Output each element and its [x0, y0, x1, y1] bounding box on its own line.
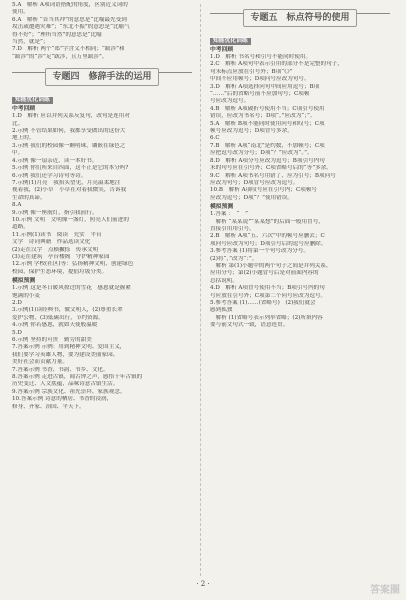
answer-line: 4.B 解析 A项破折号使用不当；C项引号使用: [210, 105, 325, 112]
answer-line: 8.答案示例 走进古镇，闻古钟之声，感悟千年古镇的: [12, 374, 143, 381]
answer-line: (2)将“，”改为“：”。: [210, 255, 258, 262]
answer-line: 3.示例 我们的校园像一颗明珠，镶嵌在绿色之: [12, 142, 126, 149]
answer-line: 生命的真谛。: [12, 194, 46, 201]
answer-line: 2.C 解析 A项句中表示引用的部分不是完整的句子，: [210, 61, 343, 68]
answer-line: 末的句号应在引号外；C项省略号后的“等”多余。: [210, 165, 332, 172]
left-predict-answers: [12, 285, 192, 411]
answer-line: 项问号应改为句号；D项引号后的逗号应删除。: [210, 240, 327, 247]
answer-line: 6.示例 坚持的可贵 勤劳的甜美: [12, 337, 92, 344]
answer-line: 5.D: [12, 329, 22, 336]
answer-line: 5.A 解析 B项不能同时使用问号和叹号；C项: [210, 120, 325, 127]
answer-line: 5.示例 你们所来自四面，这不正是它的本分吗?: [12, 165, 129, 172]
answer-line: 攻击或遭遇灾难”；“东北不振”的意思是“比喻气: [12, 24, 130, 31]
answer-line: 爱护公物，(3)低碳出行，节约资源。: [12, 314, 104, 321]
answer-line: 文学 诗词典籍 作品选读文化: [12, 239, 91, 246]
answer-line: 6.示例 我们还学习诗句等诗。: [12, 172, 87, 179]
answer-line: 1.D 解析 应以并列关系反复句，改句是连用对: [12, 113, 130, 120]
answer-line: 4.D 解析 A项冒号使用不当；B项引号内的句: [210, 285, 325, 292]
answer-line: 应把逗号改为分号；D项“？”应改为“。”。: [210, 150, 313, 157]
left-review-answers: [12, 113, 192, 276]
answer-line: 视着我，(2)小草 小草在对着我微笑，告诉我: [12, 187, 127, 194]
answer-line: 应改为逗号；D项“？”使用错误。: [210, 194, 293, 201]
answer-line: 8.A: [12, 202, 22, 209]
answer-line: 7.示例(1)月亮 我抬头望见，月亮温柔地注: [12, 179, 121, 186]
answer-line: 错误，应改为书名号；D项“。”应改为“；”。: [210, 113, 316, 120]
answer-line: 应用分号；第(2)小题冒号后是对前面内容的: [210, 270, 319, 277]
answer-line: 9.示例 像一座航灯，指引我前行。: [12, 209, 98, 216]
answer-line: 1.答案 ： “ ”: [210, 211, 249, 218]
answer-line: 3.D 解析 A项选择问句中间应用逗号；B项: [210, 83, 320, 90]
answer-line: 中。: [12, 150, 24, 157]
answer-line: 7.答案示例 书香、书韵、书乡、文化。: [12, 366, 109, 373]
answer-line: 中间不应用顿号；D项问号应改为句号。: [210, 76, 310, 83]
right-predict-answers: [210, 211, 390, 330]
answer-line: 2.D: [12, 300, 22, 306]
section-title-5: 专题五 标点符号的使用: [243, 9, 356, 27]
answer-line: 3.参考答案 (1)将第一个句号改为分号。: [210, 248, 309, 255]
answer-line: 3.示例(1)读经典书，做文明人，(2)尊重长辈: [12, 307, 123, 314]
answer-line: 饱满的小麦: [12, 292, 40, 299]
answer-line: 2.B 解析 A项“五、六次”中的顿号应删去；C: [210, 233, 325, 240]
answer-line: 道路。: [12, 224, 29, 231]
answer-line: 号应放在引号外；C项第二个问号应改为逗号。: [210, 292, 327, 299]
answer-line: (2)走在汉字 点横撇捺 传承文明: [12, 246, 99, 253]
answer-line: 修身、齐家、治国、平天下。: [12, 403, 85, 410]
answer-line: 7.B 解析 A项“南北”是约数，不加顿号；C项: [210, 142, 325, 149]
answer-line: 感到孤独: [210, 307, 233, 314]
practice-tag: 知能优化训练: [210, 38, 251, 45]
page-number: · 2 ·: [196, 580, 210, 588]
answer-line: 12.示例 学校(社区)等：弘扬精神文明，创建绿色: [12, 261, 134, 268]
answer-line: 应改为句号；D项冒号应改为逗号。: [210, 179, 299, 186]
answer-line: 地上的。: [12, 135, 35, 142]
answer-line: 1.D 解析 书名号和引号不能同时使用。: [210, 54, 312, 60]
answer-line: 直接引用用引号。: [210, 225, 255, 232]
answer-line: 6.A 解析 “首当其冲”的意思是“比喻最先受到: [12, 16, 127, 23]
answer-line: 解析 “某某说”“某某想”的后面一般用冒号，: [210, 218, 324, 225]
answer-line: 11.示例(1)读书 阅读 充实 平台: [12, 231, 102, 238]
answer-line: 我们要学习英雄人物，要为建设美丽家园、: [12, 351, 119, 358]
answer-line: 4.示例 像一扇亲近，读一本好书。: [12, 157, 98, 164]
watermark-logo: 答案圈: [370, 585, 400, 596]
section-banner-5: [210, 5, 390, 23]
column-divider: [200, 4, 201, 576]
answer-line: 4.示例 你若感恩，就如天使般温暖: [12, 322, 98, 329]
answer-line: 总括说明。: [210, 277, 238, 284]
answer-line: 校园，保护生态环境，提倡垃圾分类。: [12, 268, 108, 275]
answer-line: 7.D 解析 两个“郑”字含义不相同；“跋涉”和: [12, 46, 125, 53]
answer-line: 5.A 解析 A项词语搭配的角度，区别近义词的: [12, 2, 128, 8]
answer-line: 美好社会而贡献力量。: [12, 359, 68, 366]
answer-line: 要与前文句式一致，语意连贯。: [210, 322, 289, 329]
answer-line: 1.示例 这是冬日暖风掠过的雪花 感恩就是握紧: [12, 285, 131, 292]
left-top-block: [12, 2, 192, 61]
answer-line: 句末标点应放在引号外；B项“《》”: [210, 68, 293, 75]
answer-line: 10.B 解析 A项叹号应在引号内；C项顿号: [210, 187, 318, 194]
answer-line: 得不好”；“理所当然”的意思是“比喻: [12, 31, 102, 38]
answer-line: “……”后的省略号前不应加句号；C项顿: [210, 91, 310, 98]
section-banner-4: [12, 64, 192, 82]
subheading-predict: 模拟预测: [210, 204, 234, 211]
answer-line: 顿号应改为逗号；D项冒号多余。: [210, 128, 293, 135]
answer-line: (3)走在建筑 亭台楼阁 守护精神家园: [12, 253, 110, 260]
answer-line: 解析 第(1)小题中的两个句子之间是并列关系，: [210, 262, 332, 269]
answer-line: 历史变迁、人文底蕴，品味诗意古镇生活。: [12, 381, 119, 388]
practice-tag: 知能优化训练: [12, 97, 53, 104]
answer-line: 7.答案示例 示例：用到精神文明、爱国主义，: [12, 344, 126, 351]
answer-line: 比。: [12, 120, 24, 127]
answer-line: 使用。: [12, 9, 29, 16]
answer-line: 当然，就是”；: [12, 39, 49, 46]
answer-line: 5.参考答案 (1)……(省略号) (2)我们就会: [210, 300, 316, 306]
right-review-answers: [210, 54, 390, 202]
section-title-4: 专题四 修辞手法的运用: [45, 68, 158, 86]
answer-line: 10.示例 文明 文明像一盏灯，照亮人们前进的: [12, 216, 129, 223]
subheading-review: 中考回顾: [210, 47, 234, 53]
answer-line: 9.答案示例 宗族文化、祖先崇拜、家族观念。: [12, 388, 126, 395]
subheading-review: 中考回顾: [12, 106, 36, 113]
answer-line: 6.C: [210, 135, 220, 142]
answer-line: 号应改为逗号。: [210, 98, 250, 105]
answer-line: “跋涉”的“涉”足“跋涉，且万里跋涉”。: [12, 53, 108, 60]
subheading-predict: 模拟预测: [12, 278, 36, 285]
right-column: [210, 2, 390, 330]
answer-line: 10.答案示例 诗意的栖居、书香的浸润，: [12, 396, 113, 403]
answer-line: 2.示例 不管结果如何，我都享受做出的这份大: [12, 128, 126, 135]
answer-line: 8.D 解析 A项分号应改为逗号；B项引号内句: [210, 157, 325, 164]
left-column: [12, 2, 192, 411]
answer-line: 9.C 解析 A项书名号用错了，应为引号；B项问号: [210, 172, 336, 179]
answer-line: 解析 (1)省略号表示列举省略；(2)所填内容: [210, 314, 323, 321]
